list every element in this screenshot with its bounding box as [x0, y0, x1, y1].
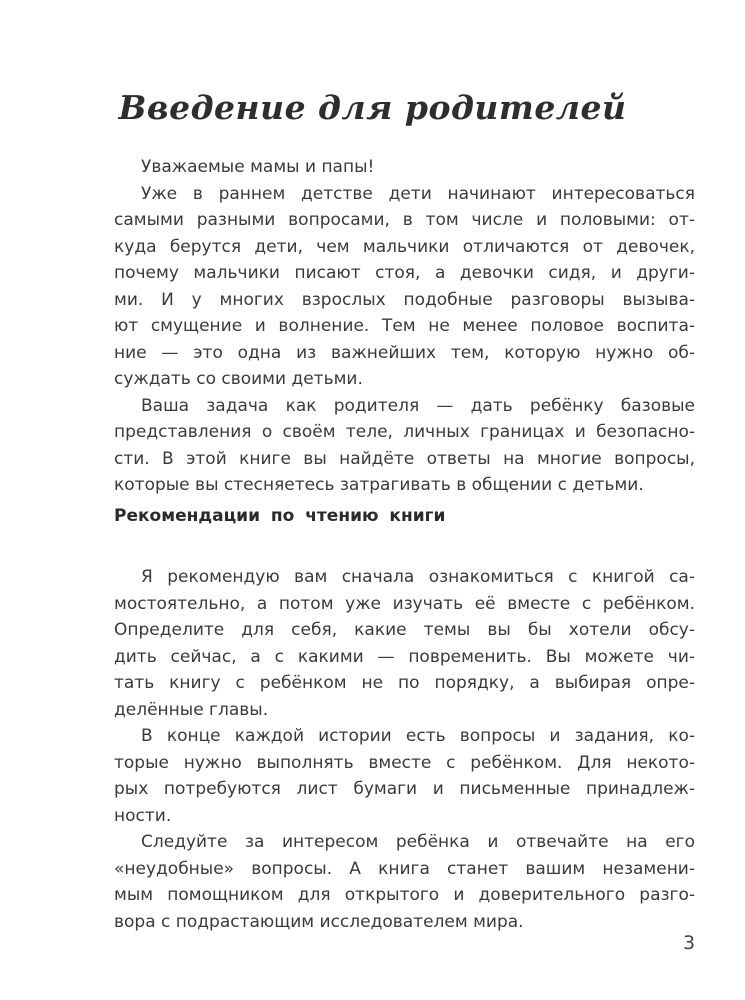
text-line: Ваша задача как родителя — дать ребёнку базовые — [141, 395, 695, 416]
text-line: мостоятельно, а потом уже изучать её вместе с ребёнком. — [114, 593, 695, 614]
text-line: куда берутся дети, чем мальчики отличаются от девочек, — [114, 236, 695, 257]
text-line: Уважаемые мамы и папы! — [141, 157, 375, 177]
text-line: Определите для себя, какие темы вы бы хотели обсу- — [114, 620, 695, 640]
text-line: Я рекомендую вам сначала ознакомиться с книгой са- — [141, 567, 695, 587]
text-line: ют смущение и волнение. Тем не менее половое воспита- — [114, 316, 695, 336]
text-line: вора с подрастающим исследователем мира. — [114, 911, 524, 932]
text-line: которые вы стесняетесь затрагивать в общении с детьми. — [114, 475, 644, 495]
text-line: дить сейчас, а с какими — повременить. Вы можете чи- — [114, 646, 695, 667]
text-line: сти. В этой книге вы найдёте ответы на многие вопросы, — [114, 448, 695, 469]
paragraph — [114, 723, 695, 829]
page-number: 3 — [683, 932, 696, 954]
text-line: суждать со своими детьми. — [114, 369, 363, 389]
text-line: рых потребуются лист бумаги и письменные принадлеж- — [114, 779, 695, 799]
page-title: Введение для родителей — [118, 88, 627, 127]
paragraph — [114, 154, 695, 181]
text-line: В конце каждой истории есть вопросы и задания, ко- — [141, 726, 695, 746]
text-line: самыми разными вопросами, в том числе и половыми: от- — [114, 210, 695, 230]
text-line: «неудобные» вопросы. А книга станет вашим незамени- — [114, 858, 695, 879]
text-line: делённые главы. — [114, 699, 269, 720]
text-line: торые нужно выполнять вместе с ребёнком. Для некото- — [114, 752, 695, 773]
section-heading: Рекомендации по чтению книги — [114, 506, 446, 526]
section-intro — [114, 154, 695, 499]
text-line: Уже в раннем детстве дети начинают интересоваться — [141, 183, 695, 204]
paragraph — [114, 829, 695, 935]
paragraph — [114, 564, 695, 723]
text-line: ми. И у многих взрослых подобные разговоры вызыва- — [114, 289, 695, 310]
section-recommendations — [114, 564, 695, 935]
text-line: почему мальчики писают стоя, а девочки сидя, и други- — [114, 263, 695, 283]
text-line: представления о своём теле, личных границах и безопасно- — [114, 422, 695, 442]
text-line: тать книгу с ребёнком не по порядку, а выбирая опре- — [114, 673, 695, 693]
text-line: мым помощником для открытого и доверительного разго- — [114, 885, 695, 905]
text-line: Следуйте за интересом ребёнка и отвечайте на его — [141, 832, 695, 852]
paragraph — [114, 181, 695, 393]
text-line: ние — это одна из важнейших тем, которую нужно об- — [114, 342, 695, 363]
text-line: ности. — [114, 805, 172, 826]
paragraph — [114, 393, 695, 499]
